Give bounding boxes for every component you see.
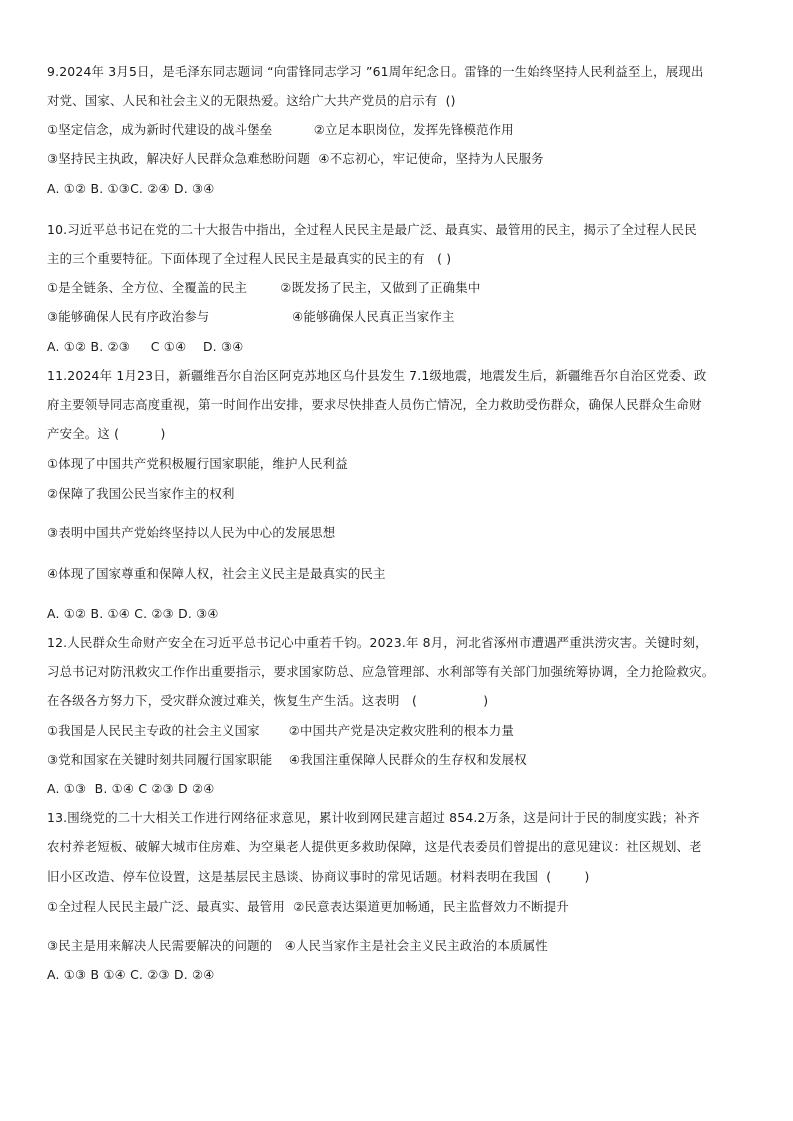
q13-stem-line-3: 旧小区改造、停车位设置，这是基层民主恳谈、协商议事时的常见话题。材料表明在我国 ( ) [47,869,590,884]
q10-answer-choices: A. ①② B. ②③ C ①④ D. ③④ [47,339,244,354]
q9-statements-line-2: ③坚持民主执政，解决好人民群众急难愁盼问题 ④不忘初心，牢记使命，坚持为人民服务 [47,151,544,166]
q12-stem-line-1: 12.人民群众生命财产安全在习近平总书记心中重若千钧。2023.年 8月，河北省涿州市遭遇严重洪涝灾害。关键时刻， [47,635,708,650]
q9-answer-choices: A. ①② B. ①③C. ②④ D. ③④ [47,181,215,196]
q11-statement-4: ④体现了国家尊重和保障人权，社会主义民主是最真实的民主 [47,566,386,581]
q13-stem-line-2: 农村养老短板、破解大城市住房难、为空巢老人提供更多救助保障，这是代表委员们曾提出的意见建议：社区规划、老 [47,839,702,854]
q11-stem-line-3: 产安全。这 ( ) [47,426,166,441]
q13-statements-line-2: ③民主是用来解决人民需要解决的问题的 ④人民当家作主是社会主义民主政治的本质属性 [47,938,548,953]
q13-stem-line-1: 13.围绕党的二十大相关工作进行网络征求意见，累计收到网民建言超过 854.2万条，这是问计于民的制度实践；补齐 [47,810,700,825]
q12-stem-line-2: 习总书记对防汛救灾工作作出重要指示，要求国家防总、应急管理部、水利部等有关部门加强统筹协调，全力抢险救灾。 [47,664,715,679]
q11-statement-1: ①体现了中国共产党积极履行国家职能，维护人民利益 [47,456,348,471]
q12-stem-line-3: 在各级各方努力下，受灾群众渡过难关，恢复生产生活。这表明 ( ) [47,693,489,708]
q9-statements-line-1: ①坚定信念，成为新时代建设的战斗堡垒 ②立足本职岗位，发挥先锋模范作用 [47,122,514,137]
q10-statements-line-2: ③能够确保人民有序政治参与 ④能够确保人民真正当家作主 [47,309,455,324]
q11-statement-2: ②保障了我国公民当家作主的权利 [47,486,235,501]
q13-statements-line-1: ①全过程人民民主最广泛、最真实、最管用 ②民意表达渠道更加畅通，民主监督效力不断提升 [47,899,569,914]
q11-stem-line-1: 11.2024年 1月23日，新疆维吾尔自治区阿克苏地区乌什县发生 7.1级地震，地震发生后，新疆维吾尔自治区党委、政 [47,368,707,383]
q12-statements-line-2: ③党和国家在关键时刻共同履行国家职能 ④我国注重保障人民群众的生存权和发展权 [47,752,527,767]
q10-stem-line-2: 主的三个重要特征。下面体现了全过程人民民主是最真实的民主的有 ( ) [47,251,452,266]
q9-stem-line-2: 对党、国家、人民和社会主义的无限热爱。这给广大共产党员的启示有 () [47,93,456,108]
q11-stem-line-2: 府主要领导同志高度重视，第一时间作出安排，要求尽快排查人员伤亡情况，全力救助受伤群众，确保人民群众生命财 [47,397,702,412]
q12-statements-line-1: ①我国是人民民主专政的社会主义国家 ②中国共产党是决定救灾胜利的根本力量 [47,723,515,738]
q12-answer-choices: A. ①③ B. ①④ C ②③ D ②④ [47,781,215,796]
q11-statement-3: ③表明中国共产党始终坚持以人民为中心的发展思想 [47,525,336,540]
q9-stem-line-1: 9.2024年 3月5日，是毛泽东同志题词 “向雷锋同志学习 ”61周年纪念日。雷锋的一生始终坚持人民利益至上，展现出 [47,64,704,79]
q13-answer-choices: A. ①③ B ①④ C. ②③ D. ②④ [47,967,215,982]
q10-stem-line-1: 10.习近平总书记在党的二十大报告中指出，全过程人民民主是最广泛、最真实、最管用的民主，揭示了全过程人民民 [47,222,697,237]
q11-answer-choices: A. ①② B. ①④ C. ②③ D. ③④ [47,606,219,621]
q10-statements-line-1: ①是全链条、全方位、全覆盖的民主 ②既发扬了民主，又做到了正确集中 [47,280,481,295]
